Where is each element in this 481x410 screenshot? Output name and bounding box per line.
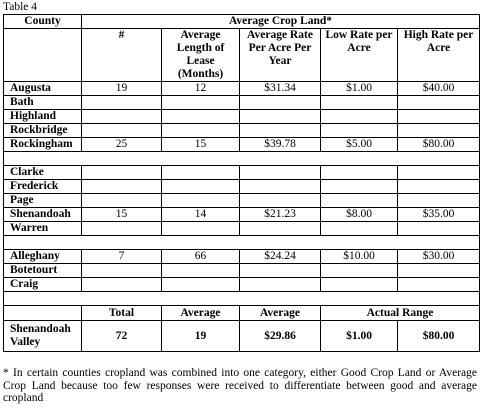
high-rate-cell <box>398 96 480 110</box>
avg-rate-cell <box>240 166 321 180</box>
county-cell: Shenandoah <box>4 208 82 222</box>
county-cell: Warren <box>4 222 82 236</box>
avg-rate-cell: $21.23 <box>240 208 321 222</box>
count-cell <box>82 166 162 180</box>
low-rate-cell <box>321 166 398 180</box>
table-row <box>4 208 480 222</box>
lease-cell: 12 <box>162 82 240 96</box>
county-cell: Craig <box>4 278 82 292</box>
lease-cell: 15 <box>162 138 240 152</box>
avg-rate-cell <box>240 264 321 278</box>
avg-rate-cell <box>240 180 321 194</box>
spacer-row <box>4 152 480 166</box>
table-row <box>4 250 480 264</box>
high-rate-cell <box>398 264 480 278</box>
group-header: Average Crop Land* <box>82 15 480 29</box>
county-header: County <box>4 15 82 29</box>
count-cell <box>82 110 162 124</box>
table-row <box>4 222 480 236</box>
count-cell: 7 <box>82 250 162 264</box>
count-cell <box>82 124 162 138</box>
county-cell: Alleghany <box>4 250 82 264</box>
count-cell <box>82 180 162 194</box>
high-rate-cell: $80.00 <box>398 138 480 152</box>
county-cell: Frederick <box>4 180 82 194</box>
table-caption: Table 4 <box>3 1 38 13</box>
avg-rate-cell <box>240 278 321 292</box>
region-label: Shenandoah Valley <box>4 321 82 352</box>
avg-rate-cell <box>240 110 321 124</box>
table-row <box>4 194 480 208</box>
spacer-cell <box>4 152 480 166</box>
high-rate-cell <box>398 166 480 180</box>
table-row <box>4 180 480 194</box>
lease-cell <box>162 124 240 138</box>
average-rate-header: Average <box>240 306 321 321</box>
high-rate-cell <box>398 194 480 208</box>
lease-header: Average Length of Lease (Months) <box>162 29 240 82</box>
avg-rate-cell <box>240 124 321 138</box>
total-value: 72 <box>82 321 162 352</box>
low-range-value: $1.00 <box>321 321 398 352</box>
county-cell: Clarke <box>4 166 82 180</box>
empty-header-cell <box>4 29 82 82</box>
count-cell <box>82 264 162 278</box>
count-header: # <box>82 29 162 82</box>
table-row <box>4 138 480 152</box>
avg-rate-cell: $24.24 <box>240 250 321 264</box>
avg-rate-cell <box>240 222 321 236</box>
average-lease-value: 19 <box>162 321 240 352</box>
table-row <box>4 110 480 124</box>
lease-cell <box>162 180 240 194</box>
average-rate-value: $29.86 <box>240 321 321 352</box>
count-cell: 15 <box>82 208 162 222</box>
low-rate-cell <box>321 96 398 110</box>
county-cell: Rockingham <box>4 138 82 152</box>
avg-rate-cell <box>240 96 321 110</box>
table-row <box>4 264 480 278</box>
lease-cell <box>162 96 240 110</box>
average-lease-header: Average <box>162 306 240 321</box>
table-row <box>4 278 480 292</box>
high-rate-cell <box>398 180 480 194</box>
lease-cell <box>162 278 240 292</box>
lease-cell <box>162 194 240 208</box>
low-rate-cell <box>321 124 398 138</box>
table-row <box>4 124 480 138</box>
county-cell: Rockbridge <box>4 124 82 138</box>
lease-cell <box>162 264 240 278</box>
low-rate-cell: $1.00 <box>321 82 398 96</box>
county-cell: Botetourt <box>4 264 82 278</box>
high-range-value: $80.00 <box>398 321 480 352</box>
footnote: * In certain counties cropland was combined into one category, either Good Crop Land or Average Crop Land because too few responses were received to differentiate between good and average cropland <box>3 367 477 404</box>
count-cell <box>82 278 162 292</box>
spacer-row <box>4 236 480 250</box>
count-cell: 25 <box>82 138 162 152</box>
low-rate-cell: $8.00 <box>321 208 398 222</box>
high-rate-cell: $35.00 <box>398 208 480 222</box>
high-rate-header: High Rate per Acre <box>398 29 480 82</box>
avg-rate-cell: $39.78 <box>240 138 321 152</box>
table-row <box>4 82 480 96</box>
high-rate-cell: $30.00 <box>398 250 480 264</box>
actual-range-header: Actual Range <box>321 306 480 321</box>
table-row <box>4 166 480 180</box>
count-cell <box>82 96 162 110</box>
low-rate-cell: $5.00 <box>321 138 398 152</box>
county-cell: Highland <box>4 110 82 124</box>
spacer-cell <box>4 292 480 306</box>
low-rate-cell <box>321 180 398 194</box>
summary-empty-cell <box>4 306 82 321</box>
low-rate-cell <box>321 110 398 124</box>
table-row <box>4 96 480 110</box>
low-rate-cell <box>321 278 398 292</box>
avg-rate-cell: $31.34 <box>240 82 321 96</box>
low-rate-cell <box>321 264 398 278</box>
high-rate-cell <box>398 124 480 138</box>
spacer-cell <box>4 236 480 250</box>
lease-cell <box>162 110 240 124</box>
low-rate-cell <box>321 194 398 208</box>
county-cell: Page <box>4 194 82 208</box>
lease-cell: 14 <box>162 208 240 222</box>
lease-cell <box>162 166 240 180</box>
low-rate-cell <box>321 222 398 236</box>
total-header: Total <box>82 306 162 321</box>
low-rate-cell: $10.00 <box>321 250 398 264</box>
count-cell <box>82 222 162 236</box>
lease-cell: 66 <box>162 250 240 264</box>
count-cell <box>82 194 162 208</box>
crop-land-table <box>3 14 480 352</box>
lease-cell <box>162 222 240 236</box>
low-rate-header: Low Rate per Acre <box>321 29 398 82</box>
high-rate-cell <box>398 110 480 124</box>
high-rate-cell: $40.00 <box>398 82 480 96</box>
avg-rate-header: Average Rate Per Acre Per Year <box>240 29 321 82</box>
county-cell: Augusta <box>4 82 82 96</box>
high-rate-cell <box>398 278 480 292</box>
avg-rate-cell <box>240 194 321 208</box>
count-cell: 19 <box>82 82 162 96</box>
spacer-row <box>4 292 480 306</box>
county-cell: Bath <box>4 96 82 110</box>
high-rate-cell <box>398 222 480 236</box>
